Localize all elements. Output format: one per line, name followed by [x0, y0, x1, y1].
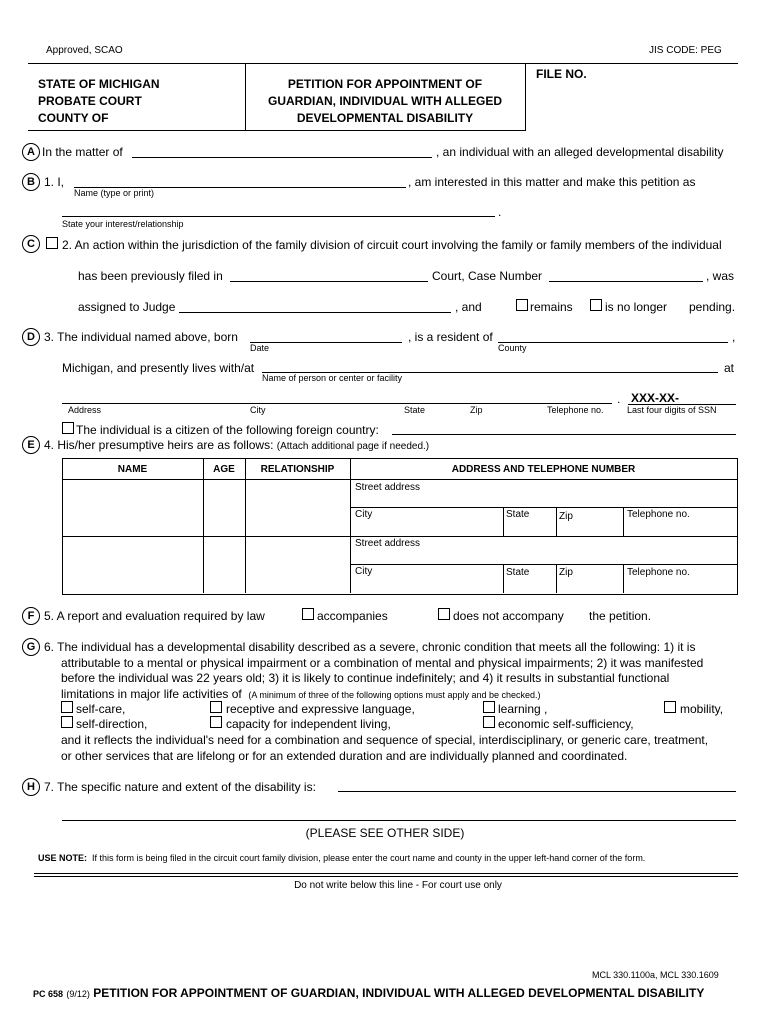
- marker-b: B: [22, 173, 40, 191]
- independent-living-label: capacity for independent living,: [226, 717, 391, 731]
- title-line: PETITION FOR APPOINTMENT OF: [287, 77, 483, 91]
- accompanies-label: accompanies: [317, 609, 388, 623]
- col-divider: [245, 458, 246, 593]
- court-use-rule: [34, 876, 738, 877]
- limitations-text: limitations in major life activities of: [61, 687, 242, 701]
- not-accompany-checkbox[interactable]: [438, 608, 450, 620]
- header-bottom-rule: [28, 130, 526, 131]
- county-field[interactable]: [498, 342, 728, 343]
- birth-date-field[interactable]: [250, 342, 402, 343]
- learning-label: learning ,: [498, 702, 548, 716]
- see-other-side: (PLEASE SEE OTHER SIDE): [305, 826, 465, 840]
- petitioner-prefix: 1. I,: [44, 175, 65, 189]
- phone-label: Telephone no.: [627, 567, 690, 578]
- dot: .: [617, 392, 621, 406]
- zip-label: Zip: [559, 511, 573, 522]
- col-header-address: ADDRESS AND TELEPHONE NUMBER: [451, 464, 636, 475]
- mobility-checkbox[interactable]: [664, 701, 676, 713]
- col-divider: [350, 458, 351, 593]
- lives-label: Michigan, and presently lives with/at: [62, 361, 255, 375]
- marker-f: F: [22, 607, 40, 625]
- address-sub-rule: [350, 507, 737, 508]
- interest-period: .: [498, 205, 502, 219]
- and-label: , and: [455, 300, 482, 314]
- court-case-label: Court, Case Number: [432, 269, 543, 283]
- definition-line: before the individual was 22 years old; 3) it is likely to continue indefinitely; and 4) it results in substantial functional: [61, 671, 670, 685]
- cell-divider: [623, 507, 624, 536]
- assigned-label: assigned to Judge: [78, 300, 176, 314]
- form-title-block: [246, 76, 524, 127]
- mcl-citation: MCL 330.1100a, MCL 330.1609: [592, 970, 719, 980]
- judge-field[interactable]: [179, 312, 451, 313]
- needs-line: or other services that are lifelong or for an extended duration and are individually planned and coordinated.: [61, 748, 628, 763]
- prior-action-checkbox[interactable]: [46, 237, 58, 249]
- economic-checkbox[interactable]: [483, 716, 495, 728]
- needs-text: [61, 733, 708, 764]
- language-checkbox[interactable]: [210, 701, 222, 713]
- file-no-label: FILE NO.: [536, 67, 587, 81]
- header-top-rule: [28, 63, 738, 64]
- remains-checkbox[interactable]: [516, 299, 528, 311]
- cell-divider: [503, 507, 504, 536]
- table-header-rule: [62, 479, 737, 480]
- resident-label: , is a resident of: [408, 330, 493, 344]
- foreign-citizen-checkbox[interactable]: [62, 422, 74, 434]
- matter-name-field[interactable]: [132, 157, 432, 158]
- court-line: STATE OF MICHIGAN: [38, 77, 160, 91]
- self-care-label: self-care,: [76, 702, 126, 716]
- marker-c: C: [22, 235, 40, 253]
- zip-caption: Zip: [470, 405, 483, 415]
- use-note-text: If this form is being filed in the circuit court family division, please enter the court name and county in the upper left-hand corner of the form.: [92, 853, 646, 863]
- ssn-value: XXX-XX-: [631, 391, 680, 405]
- no-longer-checkbox[interactable]: [590, 299, 602, 311]
- phone-caption: Telephone no.: [547, 405, 604, 415]
- nature-field-continued[interactable]: [62, 820, 736, 821]
- county-caption: County: [498, 343, 527, 353]
- form-footer: [33, 986, 704, 1000]
- country-field[interactable]: [392, 434, 736, 435]
- limitations-label: [61, 687, 541, 701]
- definition-line: 6. The individual has a developmental disability described as a severe, chronic condition that meets all the following: 1) it is: [44, 640, 696, 654]
- nature-label: 7. The specific nature and extent of the disability is:: [44, 780, 316, 794]
- marker-h: H: [22, 778, 40, 796]
- cell-divider: [623, 564, 624, 593]
- jis-code: JIS CODE: PEG: [649, 45, 722, 56]
- state-caption: State: [404, 405, 426, 415]
- nature-field[interactable]: [338, 791, 736, 792]
- not-accompany-label: does not accompany: [453, 609, 564, 623]
- marker-e: E: [22, 436, 40, 454]
- street-label: Street address: [355, 538, 421, 549]
- street-label: Street address: [355, 482, 421, 493]
- court-line: COUNTY OF: [38, 111, 109, 125]
- marker-a: A: [22, 143, 40, 161]
- date-caption: Date: [250, 343, 270, 353]
- pending-label: pending.: [689, 300, 736, 314]
- footer-title: PETITION FOR APPOINTMENT OF GUARDIAN, INDIVIDUAL WITH ALLEGED DEVELOPMENTAL DISABILITY: [93, 986, 705, 1000]
- title-line: GUARDIAN, INDIVIDUAL WITH ALLEGED: [268, 94, 502, 108]
- state-label: State: [506, 509, 530, 520]
- needs-line: and it reflects the individual's need for a combination and sequence of special, interdisciplinary, or generic care, treatment,: [61, 733, 709, 747]
- court-use-rule: [34, 873, 738, 874]
- no-longer-label: is no longer: [605, 300, 668, 314]
- city-label: City: [355, 509, 373, 520]
- approved-label: Approved, SCAO: [46, 45, 123, 56]
- address-caption: Address: [68, 405, 102, 415]
- table-row-rule: [62, 536, 737, 537]
- court-use-label: Do not write below this line - For court use only: [294, 880, 502, 891]
- zip-label: Zip: [559, 567, 573, 578]
- col-divider: [203, 458, 204, 593]
- court-block: [38, 76, 160, 127]
- matter-suffix: , an individual with an alleged developmental disability: [436, 145, 724, 159]
- address-field[interactable]: [62, 403, 612, 404]
- city-label: City: [355, 566, 373, 577]
- was-label: , was: [706, 269, 735, 283]
- use-note: [38, 853, 645, 863]
- petition-label: the petition.: [589, 609, 652, 623]
- form-date: (9/12): [66, 989, 90, 999]
- title-line: DEVELOPMENTAL DISABILITY: [296, 111, 474, 125]
- city-caption: City: [250, 405, 266, 415]
- marker-g: G: [22, 638, 40, 656]
- name-caption: Name (type or print): [74, 188, 155, 198]
- cell-divider: [556, 564, 557, 593]
- ssn-caption: Last four digits of SSN: [627, 405, 717, 415]
- self-direction-label: self-direction,: [76, 717, 148, 731]
- comma: ,: [732, 330, 736, 344]
- cell-divider: [503, 564, 504, 593]
- accompanies-checkbox[interactable]: [302, 608, 314, 620]
- filed-in-label: has been previously filed in: [78, 269, 223, 283]
- definition-line: attributable to a mental or physical impairment or a combination of mental and physical impairments; 2) it was manifested: [61, 655, 704, 670]
- phone-label: Telephone no.: [627, 509, 690, 520]
- marker-d: D: [22, 328, 40, 346]
- facility-caption: Name of person or center or facility: [262, 373, 403, 383]
- born-label: 3. The individual named above, born: [44, 330, 238, 344]
- heirs-text: 4. His/her presumptive heirs are as follows:: [44, 438, 274, 452]
- citizen-label: The individual is a citizen of the following foreign country:: [76, 423, 379, 437]
- interest-field[interactable]: [62, 216, 495, 217]
- self-care-checkbox[interactable]: [61, 701, 73, 713]
- address-sub-rule: [350, 564, 737, 565]
- form-number: PC 658: [33, 989, 64, 999]
- heirs-note: (Attach additional page if needed.): [276, 441, 430, 452]
- self-direction-checkbox[interactable]: [61, 716, 73, 728]
- learning-checkbox[interactable]: [483, 701, 495, 713]
- header-divider-2: [525, 63, 526, 130]
- interest-caption: State your interest/relationship: [62, 219, 184, 229]
- court-line: PROBATE COURT: [38, 94, 142, 108]
- report-label: 5. A report and evaluation required by law: [44, 609, 265, 623]
- mobility-label: mobility,: [680, 702, 724, 716]
- limitations-note: (A minimum of three of the following options must apply and be checked.): [248, 690, 541, 700]
- use-note-label: USE NOTE:: [38, 853, 88, 863]
- state-label: State: [506, 567, 530, 578]
- language-label: receptive and expressive language,: [226, 702, 415, 716]
- independent-living-checkbox[interactable]: [210, 716, 222, 728]
- disability-definition: [44, 640, 703, 687]
- matter-label: In the matter of: [42, 145, 123, 159]
- court-name-field[interactable]: [230, 281, 428, 282]
- file-no-field[interactable]: [530, 84, 736, 128]
- case-number-field[interactable]: [549, 281, 703, 282]
- cell-divider: [556, 507, 557, 536]
- remains-label: remains: [530, 300, 573, 314]
- heirs-label: [44, 438, 429, 452]
- petitioner-suffix: , am interested in this matter and make this petition as: [408, 175, 696, 189]
- at-label: at: [724, 361, 735, 375]
- economic-label: economic self-sufficiency,: [498, 717, 634, 731]
- col-header-name: NAME: [117, 464, 148, 475]
- col-header-relationship: RELATIONSHIP: [260, 464, 335, 475]
- prior-action-text: 2. An action within the jurisdiction of the family division of circuit court involving the family or family members of the individual: [62, 238, 722, 252]
- col-header-age: AGE: [213, 464, 235, 475]
